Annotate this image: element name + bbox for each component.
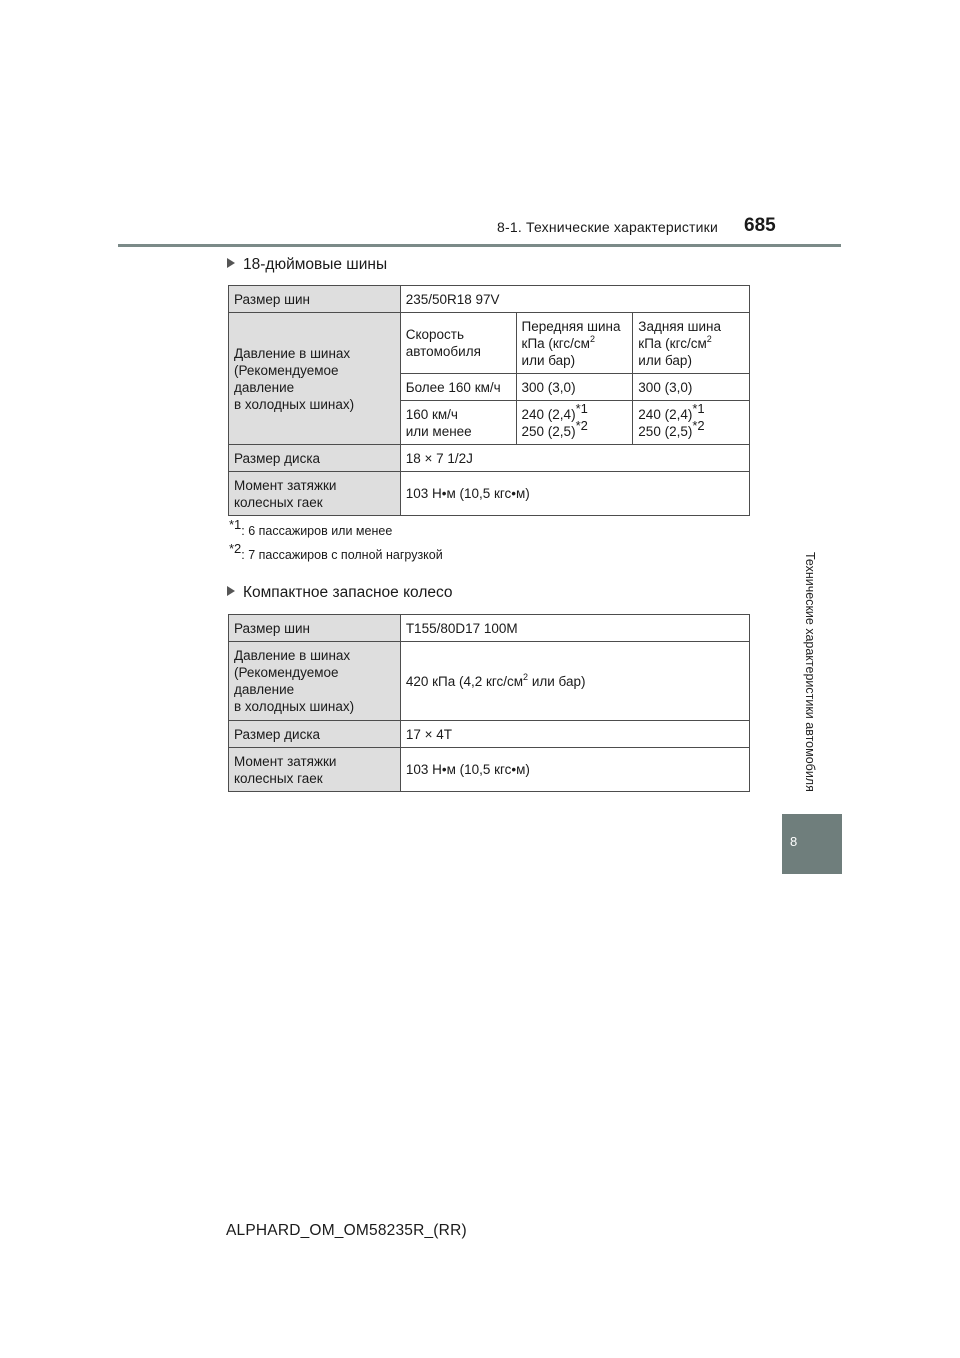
footnote-1: $^{*1}$: 6 пассажиров или менее	[229, 517, 393, 538]
speed-low: 160 км/ч или менее	[400, 401, 516, 445]
table-row	[229, 445, 750, 472]
rear-pressure-high: 300 (3,0)	[633, 374, 750, 401]
table-row	[229, 313, 750, 374]
spare-torque-value: 103 Н•м (10,5 кгс•м)	[400, 748, 749, 792]
table-row	[229, 615, 750, 642]
chapter-side-title: Технические характеристики автомобиля	[803, 552, 817, 792]
spare-heading-text: Компактное запасное колесо	[243, 584, 453, 601]
spare-heading	[227, 584, 453, 602]
section-title: 8-1. Технические характеристики	[497, 219, 719, 235]
rim-label: Размер диска	[229, 445, 401, 472]
spare-rim-label: Размер диска	[229, 721, 401, 748]
spare-rim-value: 17 × 4T	[400, 721, 749, 748]
spare-size-label: Размер шин	[229, 615, 401, 642]
table-row	[229, 642, 750, 721]
chapter-number: 8	[790, 834, 798, 849]
spare-pressure-label: Давление в шинах (Рекомендуемое давление в холодных шинах)	[229, 642, 401, 721]
rim-value: 18 × 7 1/2J	[400, 445, 749, 472]
rear-tire-header: Задняя шина кПа ($кгс/см^2$ или бар)	[633, 313, 750, 374]
tires18-heading	[227, 256, 387, 274]
table-row	[229, 721, 750, 748]
front-tire-header: Передняя шина кПа ($кгс/см^2$ или бар)	[516, 313, 633, 374]
size-value: 235/50R18 97V	[400, 286, 749, 313]
table-row	[229, 472, 750, 516]
document-code: ALPHARD_OM_OM58235R_(RR)	[226, 1222, 467, 1239]
page-number: 685	[744, 215, 776, 236]
footnote-2: $^{*2}$: 7 пассажиров с полной нагрузкой	[229, 541, 443, 562]
spare-size-value: T155/80D17 100M	[400, 615, 749, 642]
arrow-bullet-icon	[227, 258, 235, 268]
tires18-heading-text: 18-дюймовые шины	[243, 256, 388, 273]
torque-label: Момент затяжки колесных гаек	[229, 472, 401, 516]
table-row	[229, 748, 750, 792]
speed-header: Скорость автомобиля	[400, 313, 516, 374]
tires18-table	[228, 285, 750, 516]
header-divider	[118, 244, 841, 247]
rear-pressure-low: 240 $(2,4)^{*1}$ 250 $(2,5)^{*2}$	[633, 401, 750, 445]
size-label: Размер шин	[229, 286, 401, 313]
spare-torque-label: Момент затяжки колесных гаек	[229, 748, 401, 792]
front-pressure-low: 240 $(2,4)^{*1}$ 250 $(2,5)^{*2}$	[516, 401, 633, 445]
pressure-label: Давление в шинах (Рекомендуемое давление в холодных шинах)	[229, 313, 401, 445]
spare-pressure-value: 420 кПа (4,2 кгс/$см^2$ или бар)	[400, 642, 749, 721]
torque-value: 103 Н•м (10,5 кгс•м)	[400, 472, 749, 516]
table-row	[229, 286, 750, 313]
arrow-bullet-icon	[227, 586, 235, 596]
chapter-tab[interactable]	[782, 814, 842, 874]
front-pressure-high: 300 (3,0)	[516, 374, 633, 401]
speed-high: Более 160 км/ч	[400, 374, 516, 401]
spare-table	[228, 614, 750, 792]
